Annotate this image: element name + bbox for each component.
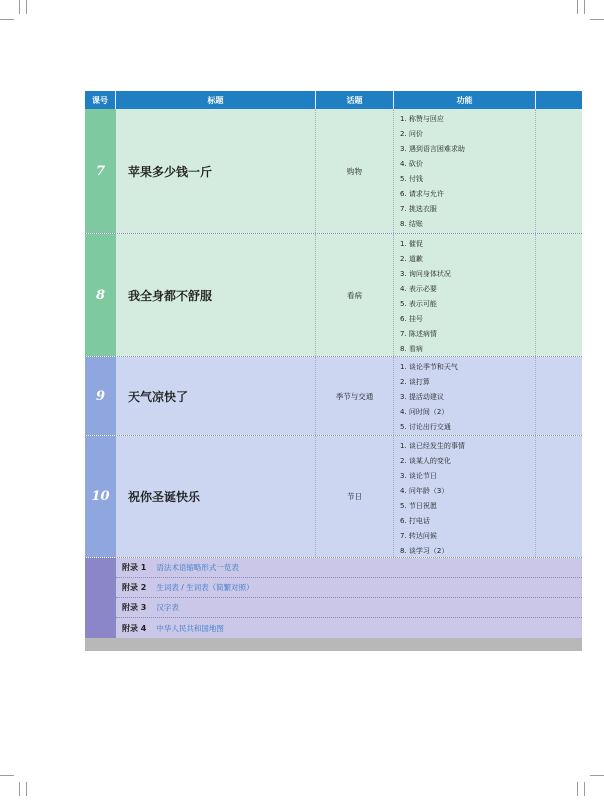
function-item: 5. 节日祝愿 — [400, 502, 437, 510]
function-item: 1. 谈论季节和天气 — [400, 363, 458, 371]
lesson-topic: 季节与交通 — [316, 357, 394, 435]
lesson-title[interactable]: 我全身都不舒服 — [116, 234, 316, 356]
crop-mark — [26, 0, 27, 14]
lesson-row-7 — [85, 109, 582, 233]
table-header — [85, 91, 582, 109]
crop-mark — [577, 0, 578, 14]
crop-mark — [577, 782, 578, 796]
lesson-functions — [394, 436, 536, 557]
lesson-number: 7 — [85, 109, 116, 233]
footer-bar — [85, 638, 582, 651]
function-item: 6. 打电话 — [400, 517, 430, 525]
function-item: 6. 请求与允许 — [400, 190, 444, 198]
function-item: 1. 称赞与回应 — [400, 115, 444, 123]
appendix-item[interactable] — [116, 558, 582, 578]
lesson-functions — [394, 357, 536, 435]
appendix-link[interactable]: 生词表 / 生词表（简繁对照） — [156, 583, 254, 592]
crop-mark — [26, 782, 27, 796]
function-item: 5. 付钱 — [400, 175, 423, 183]
lesson-number: 9 — [85, 357, 116, 435]
function-item: 2. 问价 — [400, 130, 423, 138]
function-item: 3. 遇到语言困难求助 — [400, 145, 465, 153]
contents-table — [85, 91, 582, 651]
function-item: 1. 催促 — [400, 240, 423, 248]
header-blank — [536, 91, 582, 109]
appendix-label: 附录 2 — [122, 583, 147, 592]
function-item: 4. 问年龄（3） — [400, 487, 449, 495]
crop-mark — [590, 19, 604, 20]
header-topic: 话题 — [316, 91, 394, 109]
appendix-list — [116, 558, 582, 638]
appendix-label: 附录 1 — [122, 563, 147, 572]
lesson-title[interactable]: 苹果多少钱一斤 — [116, 109, 316, 233]
function-item: 2. 道歉 — [400, 255, 423, 263]
appendix-link[interactable]: 中华人民共和国地图 — [156, 623, 224, 633]
function-item: 4. 表示必要 — [400, 285, 437, 293]
function-item: 4. 砍价 — [400, 160, 423, 168]
lesson-number: 8 — [85, 234, 116, 356]
function-item: 2. 谈某人的变化 — [400, 457, 451, 465]
function-item: 8. 看病 — [400, 345, 423, 353]
appendix-label: 附录 3 — [122, 603, 147, 612]
appendix-item[interactable] — [116, 598, 582, 618]
function-item: 5. 讨论出行交通 — [400, 423, 451, 431]
lesson-topic: 购物 — [316, 109, 394, 233]
function-item: 7. 陈述病情 — [400, 330, 437, 338]
crop-mark — [0, 19, 14, 20]
header-lesson-number: 课号 — [85, 91, 116, 109]
function-item: 8. 结账 — [400, 220, 423, 228]
header-title: 标题 — [116, 91, 316, 109]
appendix-link[interactable]: 语法术语缩略形式一览表 — [156, 563, 239, 572]
lesson-row-10 — [85, 436, 582, 557]
appendix-label: 附录 4 — [122, 623, 147, 633]
lesson-row-9 — [85, 357, 582, 435]
lesson-title[interactable]: 祝你圣诞快乐 — [116, 436, 316, 557]
function-item: 2. 谈打算 — [400, 378, 430, 386]
crop-mark — [0, 775, 14, 776]
lesson-number: 10 — [85, 436, 116, 557]
function-item: 3. 询问身体状况 — [400, 270, 451, 278]
appendix-item[interactable] — [116, 578, 582, 598]
crop-mark — [584, 0, 585, 14]
blank-cell — [536, 357, 582, 435]
function-item: 7. 挑选衣服 — [400, 205, 437, 213]
lesson-functions — [394, 109, 536, 233]
lesson-title[interactable]: 天气凉快了 — [116, 357, 316, 435]
appendix-item[interactable] — [116, 618, 582, 638]
crop-mark — [590, 775, 604, 776]
lesson-functions — [394, 234, 536, 356]
lesson-topic: 节日 — [316, 436, 394, 557]
lesson-topic: 看病 — [316, 234, 394, 356]
blank-cell — [536, 234, 582, 356]
function-item: 3. 提活动建议 — [400, 393, 444, 401]
function-item: 4. 问时间（2） — [400, 408, 449, 416]
crop-mark — [19, 0, 20, 14]
function-item: 5. 表示可能 — [400, 300, 437, 308]
function-item: 1. 谈已经发生的事情 — [400, 442, 465, 450]
appendix-side-bar — [85, 558, 116, 638]
blank-cell — [536, 436, 582, 557]
crop-mark — [584, 782, 585, 796]
crop-mark — [19, 782, 20, 796]
function-item: 3. 谈论节日 — [400, 472, 437, 480]
appendix-link[interactable]: 汉字表 — [156, 603, 179, 612]
function-item: 8. 谈学习（2） — [400, 547, 449, 555]
header-functions: 功能 — [394, 91, 536, 109]
appendix-section — [85, 558, 582, 638]
function-item: 7. 转达问候 — [400, 532, 437, 540]
lesson-row-8 — [85, 234, 582, 356]
blank-cell — [536, 109, 582, 233]
function-item: 6. 挂号 — [400, 315, 423, 323]
